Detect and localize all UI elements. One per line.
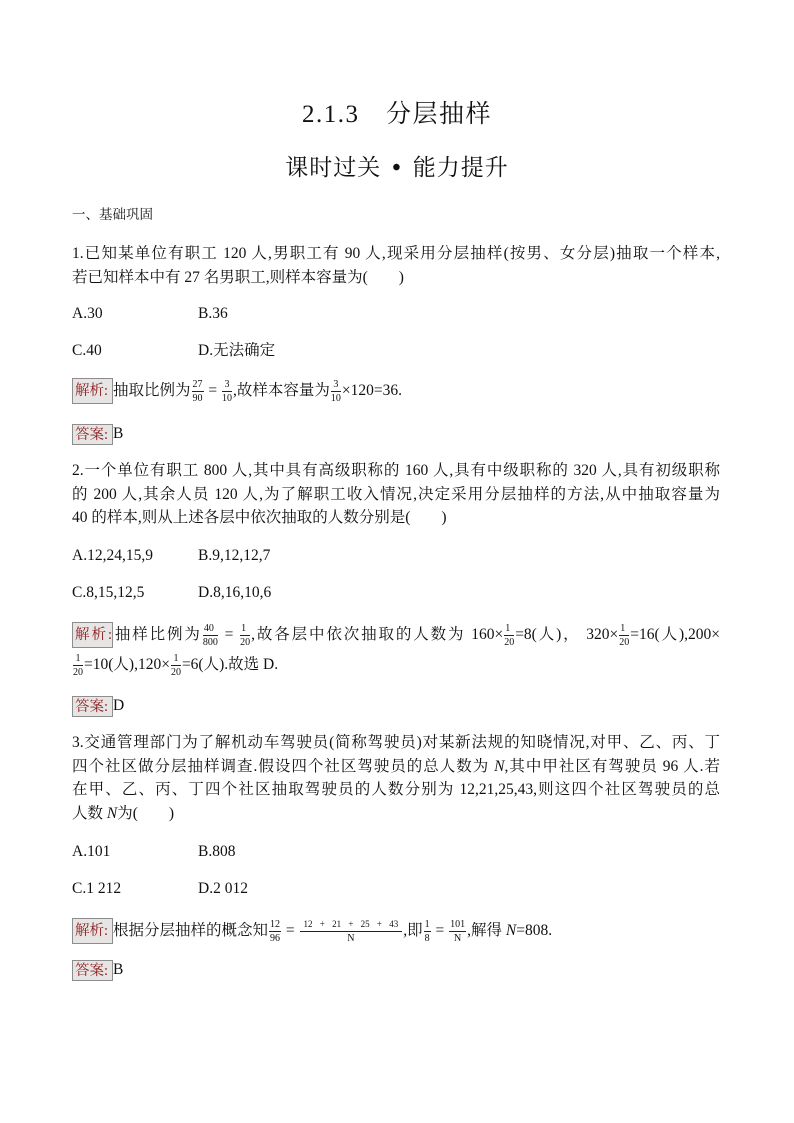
analysis-line xyxy=(72,916,720,946)
option-c: C.8,15,12,5 xyxy=(72,584,145,601)
answer-label: 答案: xyxy=(72,696,113,717)
fraction-numerator: 1 xyxy=(424,918,430,930)
fraction xyxy=(73,653,83,678)
question-3-stem xyxy=(72,731,720,825)
stem-line: 的 200 人,其余人员 120 人,为了解职工收入情况,决定采用分层抽样的方法,从中抽取容量为 xyxy=(72,485,720,503)
options-row xyxy=(72,877,720,914)
stem-line: 40 的样本,则从上述各层中依次抽取的人数分别是( ) xyxy=(72,509,447,526)
question-2-stem xyxy=(72,459,720,530)
fraction-numerator: 3 xyxy=(222,379,232,392)
answer-label: 答案: xyxy=(72,424,113,445)
question-1-answer xyxy=(72,422,720,446)
analysis-text: = xyxy=(204,382,222,399)
question-1-analysis xyxy=(72,376,720,406)
fraction-numerator: 1 xyxy=(240,623,250,636)
fraction xyxy=(222,379,232,404)
analysis-text: ,故样本容量为 xyxy=(233,382,330,399)
variable-n: N xyxy=(106,804,118,822)
fraction xyxy=(619,623,629,648)
option-b: B.36 xyxy=(198,305,228,322)
stem-line xyxy=(72,802,720,826)
analysis-line xyxy=(72,650,720,680)
fraction-denominator: 10 xyxy=(222,392,233,404)
options-row xyxy=(72,840,720,877)
analysis-label: 解析: xyxy=(72,622,113,648)
options-row xyxy=(72,339,720,376)
stem-line: 1.已知某单位有职工 120 人,男职工有 90 人,现采用分层抽样(按男、女分层)抽取一个样本, xyxy=(72,245,720,262)
question-1-options xyxy=(72,302,720,376)
options-row xyxy=(72,302,720,339)
page-title: 2.1.3 分层抽样 xyxy=(301,101,492,128)
option-c: C.40 xyxy=(72,342,102,359)
fraction xyxy=(192,379,204,404)
fraction xyxy=(240,623,250,648)
fraction-denominator: 90 xyxy=(192,392,203,404)
fraction-numerator: 1 xyxy=(73,653,83,666)
stem-text: 人数 xyxy=(72,804,107,822)
analysis-text: ,即 xyxy=(403,922,423,939)
fraction xyxy=(504,623,514,648)
analysis-text: 抽取比例为 xyxy=(113,382,191,399)
stem-line: 若已知样本中有 27 名男职工,则样本容量为( ) xyxy=(72,268,404,286)
stem-line: 2.一个单位有职工 800 人,其中具有高级职称的 160 人,具有中级职称的 320 人,具有初级职称 xyxy=(72,462,720,479)
fraction-denominator: 20 xyxy=(619,636,630,648)
answer-value: D xyxy=(113,697,125,714)
fraction-numerator: 40 xyxy=(203,623,218,636)
option-b: B.9,12,12,7 xyxy=(198,547,271,564)
analysis-text: =16(人),200× xyxy=(630,626,720,643)
fraction-numerator: 12 + 21 + 25 + 43 xyxy=(300,919,403,932)
option-a: A.101 xyxy=(72,843,111,860)
analysis-text: ,解得 xyxy=(467,922,506,939)
answer-value: B xyxy=(113,961,124,978)
stem-line: 在甲、乙、丙、丁四个社区抽取驾驶员的人数分别为 12,21,25,43,则这四个社区驾驶员的总 xyxy=(72,781,720,798)
variable-n: N xyxy=(505,922,517,939)
analysis-text: =10(人),120× xyxy=(84,656,170,673)
question-3-analysis xyxy=(72,916,720,946)
option-d: D.8,16,10,6 xyxy=(198,584,272,601)
analysis-label: 解析: xyxy=(72,918,113,944)
analysis-text: ,故各层中依次抽取的人数为 160× xyxy=(251,626,504,643)
fraction-numerator: 3 xyxy=(331,379,341,392)
fraction-denominator: 10 xyxy=(330,392,341,404)
fraction-denominator: N xyxy=(454,932,462,944)
fraction xyxy=(424,919,431,944)
lesson-subtitle xyxy=(0,153,794,183)
fraction-numerator: 27 xyxy=(192,378,203,390)
stem-line: 3.交通管理部门为了解机动车驾驶员(简称驾驶员)对某新法规的知晓情况,对甲、乙、丙、丁 xyxy=(72,734,720,751)
analysis-text: =8(人)， 320× xyxy=(515,626,619,643)
analysis-text: ×120=36. xyxy=(341,382,403,399)
fraction-denominator: 8 xyxy=(424,932,430,944)
fraction-denominator: 20 xyxy=(170,666,181,678)
analysis-text: =6(人).故选 D. xyxy=(181,656,279,673)
question-2-options xyxy=(72,544,720,618)
analysis-line xyxy=(72,376,720,406)
option-b: B.808 xyxy=(198,843,236,860)
answer-label: 答案: xyxy=(72,960,113,981)
question-3-answer xyxy=(72,958,720,982)
fraction-numerator: 1 xyxy=(171,653,181,666)
variable-n: N xyxy=(494,757,505,775)
fraction xyxy=(331,379,341,404)
fraction xyxy=(449,919,466,944)
stem-line xyxy=(72,755,720,779)
analysis-text: = xyxy=(218,626,240,643)
question-3-options xyxy=(72,840,720,914)
options-row xyxy=(72,581,720,618)
fraction-denominator: 20 xyxy=(240,636,251,648)
subtitle-right: 能力提升 xyxy=(412,155,509,180)
analysis-text: =808. xyxy=(516,922,553,939)
fraction xyxy=(203,623,218,648)
fraction-numerator: 12 xyxy=(270,918,281,930)
options-row xyxy=(72,544,720,581)
stem-text: ,其中甲社区有驾驶员 96 人.若 xyxy=(504,757,720,775)
question-2-answer xyxy=(72,694,720,718)
option-d: D.无法确定 xyxy=(198,342,276,359)
question-2-analysis xyxy=(72,620,720,680)
stem-text: 为( ) xyxy=(117,804,175,822)
option-d: D.2 012 xyxy=(198,880,248,897)
option-a: A.30 xyxy=(72,305,103,322)
fraction-numerator: 101 xyxy=(450,918,466,930)
analysis-text: = xyxy=(282,922,299,939)
analysis-text: = xyxy=(431,922,449,939)
analysis-label: 解析: xyxy=(72,378,113,404)
fraction xyxy=(269,919,281,944)
option-a: A.12,24,15,9 xyxy=(72,547,153,564)
section-heading: 一、基础巩固 xyxy=(72,207,153,222)
fraction xyxy=(171,653,181,678)
option-c: C.1 212 xyxy=(72,880,122,897)
answer-value: B xyxy=(113,425,124,442)
fraction-denominator: 800 xyxy=(202,636,218,648)
fraction xyxy=(300,919,403,944)
analysis-text: 抽样比例为 xyxy=(113,626,202,643)
question-1-stem xyxy=(72,242,720,289)
fraction-denominator: 20 xyxy=(73,666,83,678)
analysis-line xyxy=(72,620,720,650)
stem-text: 四个社区做分层抽样调查.假设四个社区驾驶员的总人数为 xyxy=(72,757,495,775)
fraction-denominator: 20 xyxy=(504,636,515,648)
fraction-numerator: 1 xyxy=(504,623,514,636)
bullet-icon: • xyxy=(392,155,402,181)
subtitle-left: 课时过关 xyxy=(285,155,382,180)
fraction-denominator: N xyxy=(347,932,355,944)
analysis-text: 根据分层抽样的概念知 xyxy=(113,922,269,939)
fraction-denominator: 96 xyxy=(270,932,281,944)
fraction-numerator: 1 xyxy=(619,623,629,636)
